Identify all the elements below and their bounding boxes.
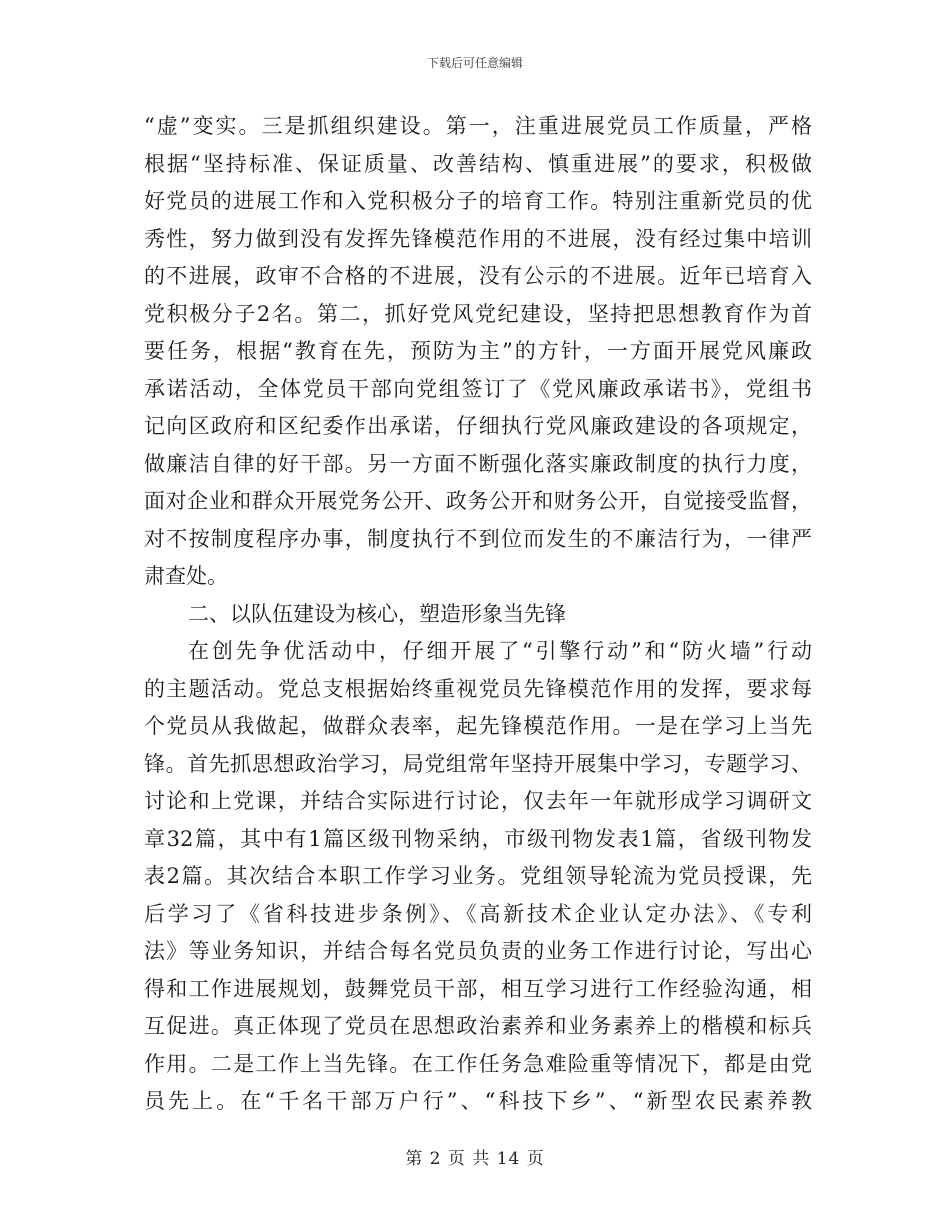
body-line: 对不按制度程序办事，制度执行不到位而发生的不廉洁行为，一律严	[144, 526, 812, 551]
body-line: 作用。二是工作上当先锋。在工作任务急难险重等情况下，都是由党	[144, 1051, 812, 1076]
body-line: 讨论和上党课，并结合实际进行讨论，仅去年一年就形成学习调研文	[144, 789, 812, 813]
body-line: 锋。首先抓思想政治学习，局党组常年坚持开展集中学习，专题学习、	[144, 751, 812, 776]
body-line: 做廉洁自律的好干部。另一方面不断强化落实廉政制度的执行力度，	[144, 451, 812, 476]
body-line: 根据“坚持标准、保证质量、改善结构、慎重进展”的要求，积极做	[144, 151, 812, 176]
body-line: 表2篇。其次结合本职工作学习业务。党组领导轮流为党员授课，先	[144, 864, 812, 888]
page-header: 下载后可任意编辑	[426, 56, 523, 70]
body-line: 互促进。真正体现了党员在思想政治素养和业务素养上的楷模和标兵	[144, 1014, 812, 1038]
body-line: 法》等业务知识，并结合每名党员负责的业务工作进行讨论，写出心	[144, 939, 812, 963]
body-line: 面对企业和群众开展党务公开、政务公开和财务公开，自觉接受监督，	[144, 489, 812, 513]
body-line: 肃查处。	[144, 564, 228, 588]
body-line: “虚”变实。三是抓组织建设。第一，注重进展党员工作质量，严格	[144, 114, 812, 138]
body-line: 党积极分子2名。第二，抓好党风党纪建设，坚持把思想教育作为首	[144, 301, 812, 326]
page-number-footer: 第 2 页 共 14 页	[405, 1149, 545, 1169]
body-line: 员先上。在“千名干部万户行”、“科技下乡”、“新型农民素养教	[144, 1089, 812, 1113]
section-heading: 二、以队伍建设为核心，塑造形象当先锋	[188, 601, 566, 626]
body-line: 得和工作进展规划，鼓舞党员干部，相互学习进行工作经验沟通，相	[144, 976, 812, 1001]
body-line: 要任务，根据“教育在先，预防为主”的方针，一方面开展党风廉政	[144, 339, 812, 363]
body-line: 章32篇，其中有1篇区级刊物采纳，市级刊物发表1篇，省级刊物发	[144, 826, 812, 851]
body-line: 个党员从我做起，做群众表率，起先锋模范作用。一是在学习上当先	[144, 714, 812, 738]
document-body	[144, 108, 812, 1121]
body-line: 好党员的进展工作和入党积极分子的培育工作。特别注重新党员的优	[144, 189, 812, 213]
body-line: 记向区政府和区纪委作出承诺，仔细执行党风廉政建设的各项规定，	[144, 414, 812, 438]
body-line: 承诺活动，全体党员干部向党组签订了《党风廉政承诺书》，党组书	[144, 376, 812, 401]
body-line: 的不进展，政审不合格的不进展，没有公示的不进展。近年已培育入	[144, 264, 812, 288]
body-line: 的主题活动。党总支根据始终重视党员先锋模范作用的发挥，要求每	[144, 676, 812, 701]
body-line: 秀性，努力做到没有发挥先锋模范作用的不进展，没有经过集中培训	[144, 226, 812, 251]
body-line: 在创先争优活动中，仔细开展了“引擎行动”和“防火墙”行动	[188, 639, 812, 663]
body-line: 后学习了《省科技进步条例》、《高新技术企业认定办法》、《专利	[144, 901, 812, 926]
